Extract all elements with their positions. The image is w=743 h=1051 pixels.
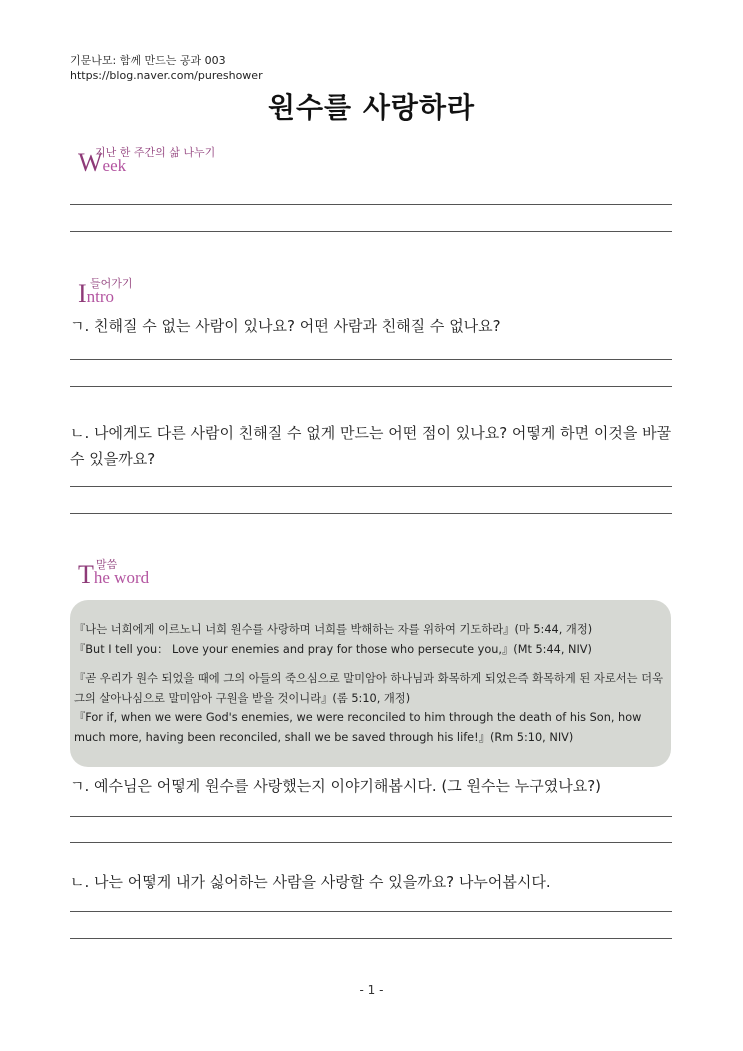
answer-line [70, 513, 672, 514]
answer-line [70, 938, 672, 939]
word-heading-rest: he word [93, 568, 150, 587]
blog-url: https://blog.naver.com/pureshower [70, 69, 263, 82]
answer-line [70, 816, 672, 817]
intro-heading-korean: 들어가기 [90, 277, 133, 290]
answer-line [70, 911, 672, 912]
week-heading-korean: 지난 한 주간의 삶 나누기 [95, 146, 216, 159]
answer-line [70, 359, 672, 360]
intro-heading-rest: ntro [86, 287, 115, 306]
week-heading-initial: W [78, 148, 103, 177]
intro-question-2: ㄴ. 나에게도 다른 사람이 친해질 수 없게 만드는 어떤 점이 있나요? 어떻게 하면 이것을 바꿀 수 있을까요? [70, 424, 672, 468]
word-section-heading [78, 560, 149, 594]
intro-question-1: ㄱ. 친해질 수 없는 사람이 있나요? 어떤 사람과 친해질 수 없나요? [70, 317, 501, 335]
answer-line [70, 486, 672, 487]
scripture-box [70, 600, 671, 767]
word-heading-korean: 말씀 [96, 558, 118, 571]
word-heading-initial: T [78, 560, 94, 589]
page-title: 원수를 사랑하라 [267, 91, 476, 124]
intro-heading-initial: I [78, 279, 87, 308]
answer-line [70, 204, 672, 205]
verse-rm-kr: 『곧 우리가 원수 되었을 때에 그의 아들의 죽으심으로 말미암아 하나님과 화목하게 되었은즉 화목하게 된 자로서는 더욱 그의 살아나심으로 말미암아 구원을 받을 것이니라』(롬 5:10, 개정) [74, 672, 663, 705]
answer-line [70, 842, 672, 843]
word-question-2: ㄴ. 나는 어떻게 내가 싫어하는 사람을 사랑할 수 있을까요? 나누어봅시다. [70, 873, 551, 891]
intro-section-heading [78, 277, 133, 313]
verse-mt-kr: 『나는 너희에게 이르노니 너희 원수를 사랑하며 너희를 박해하는 자를 위하여 기도하라』(마 5:44, 개정) [74, 623, 593, 636]
answer-line [70, 386, 672, 387]
verse-mt-en: 『But I tell you： Love your enemies and pray for those who persecute you,』(Mt 5:44, NIV) [74, 642, 592, 656]
word-question-1: ㄱ. 예수님은 어떻게 원수를 사랑했는지 이야기해봅시다. (그 원수는 누구였나요?) [70, 777, 602, 795]
verse-rm-en: 『For if, when we were God's enemies, we were reconciled to him through the death of his Son, how much more, having been reconciled, shall we be saved through his life!』(Rm 5:10, NIV) [74, 711, 642, 744]
page-number: - 1 - [359, 983, 384, 997]
answer-line [70, 231, 672, 232]
week-section-heading [78, 146, 216, 182]
week-heading-rest: eek [102, 156, 127, 175]
series-label: 기문나모: 함께 만드는 공과 003 [70, 54, 226, 67]
